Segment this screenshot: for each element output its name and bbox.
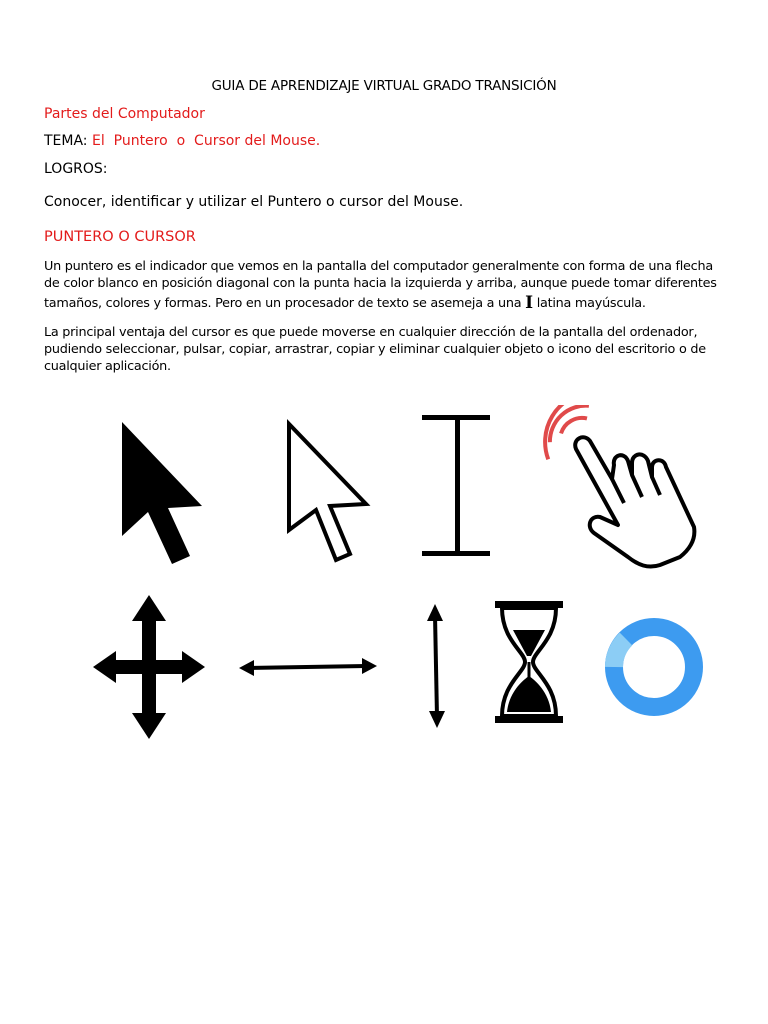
paragraph-1-line-3-text: tamaños, colores y formas. Pero en un procesador de texto se asemeja a una: [44, 296, 522, 311]
logros-label: LOGROS:: [44, 161, 108, 177]
document-title: GUIA DE APRENDIZAJE VIRTUAL GRADO TRANSICIÓN: [211, 78, 557, 94]
tema-value: El Puntero o Cursor del Mouse.: [91, 133, 321, 149]
paragraph-1-line-1: Un puntero es el indicador que vemos en la pantalla del computador generalmente con forma de una flecha: [44, 259, 713, 274]
paragraph-1-line-2: de color blanco en posición diagonal con la punta hacia la izquierda y arriba, aunque puede tomar diferentes: [44, 276, 717, 291]
logros-text: Conocer, identificar y utilizar el Puntero o cursor del Mouse.: [44, 194, 464, 210]
section-heading: PUNTERO O CURSOR: [44, 229, 196, 245]
paragraph-1: [44, 258, 724, 312]
tema-line: [44, 133, 320, 149]
hourglass-busy-cursor-icon: [493, 600, 565, 724]
move-cursor-icon: [92, 593, 206, 741]
tema-label: TEMA:: [44, 133, 88, 149]
white-arrow-pointer-icon: [280, 418, 375, 566]
paragraph-2: [44, 324, 724, 375]
paragraph-2-line-2: pudiendo seleccionar, pulsar, copiar, arrastrar, copiar y eliminar cualquier objeto o icono del escritorio o de: [44, 342, 706, 357]
loading-ring-cursor-icon: [602, 616, 706, 720]
text-ibeam-cursor-icon: [418, 412, 494, 560]
paragraph-2-line-3: cualquier aplicación.: [44, 359, 171, 374]
vertical-resize-cursor-icon: [424, 603, 448, 729]
black-arrow-pointer-icon: [110, 418, 205, 566]
paragraph-1-end: latina mayúscula.: [532, 296, 646, 311]
paragraph-1-line-3: [44, 295, 724, 312]
horizontal-resize-cursor-icon: [238, 656, 378, 680]
paragraph-2-line-1: La principal ventaja del cursor es que puede moverse en cualquier dirección de la pantalla del ordenador,: [44, 325, 698, 340]
subtitle: Partes del Computador: [44, 106, 205, 122]
hand-pointer-icon: [542, 405, 702, 570]
ibeam-letter: I: [525, 293, 533, 313]
